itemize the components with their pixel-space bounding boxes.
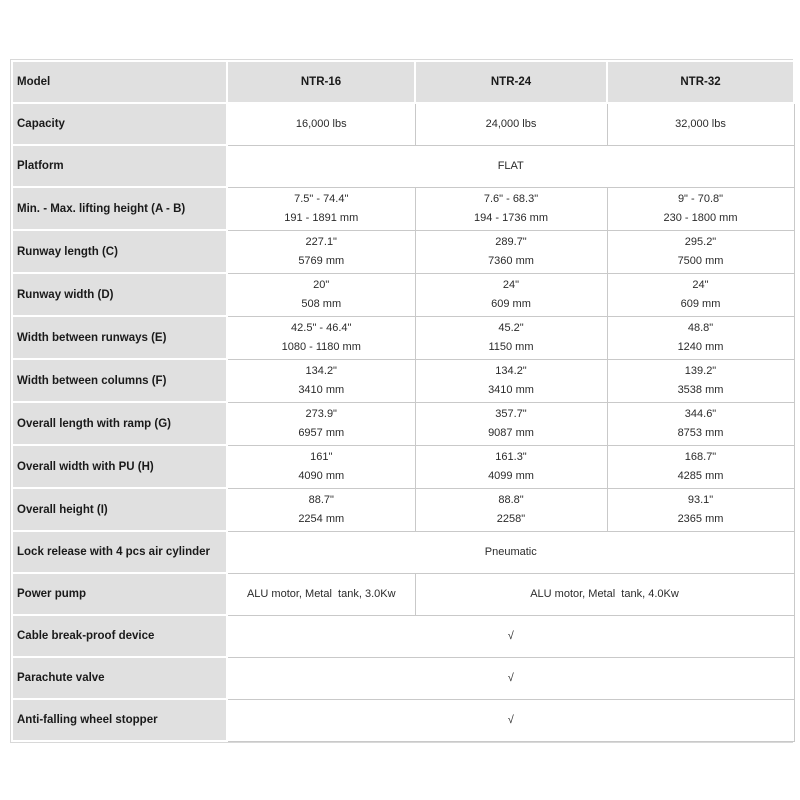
- value-line: 7.6" - 68.3": [483, 192, 539, 205]
- value-cell: [227, 615, 794, 657]
- table-row: [12, 402, 794, 445]
- table-row: [12, 145, 794, 187]
- header-column-ntr-16: NTR-16: [227, 61, 415, 103]
- value-cell: [607, 230, 794, 273]
- value-line: 7.5" - 74.4": [294, 192, 349, 205]
- spec-table: [11, 60, 795, 742]
- value-cell: [227, 402, 415, 445]
- value-line: 191 - 1891 mm: [284, 211, 359, 224]
- table-row: [12, 531, 794, 573]
- value-line: 4090 mm: [298, 469, 345, 482]
- table-row: [12, 103, 794, 145]
- value-line: 134.2": [495, 364, 527, 377]
- value-line: 16,000 lbs: [295, 117, 347, 130]
- table-row: [12, 273, 794, 316]
- table-row: [12, 488, 794, 531]
- value-cell: [415, 488, 607, 531]
- value-cell: [227, 316, 415, 359]
- table-row: [12, 445, 794, 488]
- value-line: 24": [502, 278, 520, 291]
- value-line: 45.2": [498, 321, 524, 334]
- value-line: ALU motor, Metal tank, 4.0Kw: [530, 587, 679, 600]
- value-line: 24": [692, 278, 709, 291]
- value-cell: [607, 187, 794, 230]
- table-row: [12, 187, 794, 230]
- value-cell: [227, 657, 794, 699]
- value-line: 227.1": [305, 235, 337, 248]
- value-cell: [227, 699, 794, 741]
- value-line: 6957 mm: [298, 426, 345, 439]
- table-row: [12, 615, 794, 657]
- value-line: 161.3": [495, 450, 527, 463]
- table-row: [12, 699, 794, 741]
- value-line: 230 - 1800 mm: [663, 211, 738, 224]
- value-cell: [227, 445, 415, 488]
- value-line: 48.8": [687, 321, 714, 334]
- value-line: 139.2": [684, 364, 717, 377]
- row-label: Overall length with ramp (G): [12, 402, 227, 445]
- value-cell: [227, 103, 415, 145]
- value-cell: [227, 273, 415, 316]
- value-line: √: [507, 713, 514, 726]
- value-line: 4285 mm: [677, 469, 724, 482]
- value-cell: [607, 273, 794, 316]
- value-line: 3538 mm: [677, 383, 724, 396]
- value-line: 194 - 1736 mm: [474, 211, 548, 224]
- row-label: Parachute valve: [12, 657, 227, 699]
- value-line: 88.7": [308, 493, 334, 506]
- value-line: 344.6": [684, 407, 717, 420]
- value-line: 161": [310, 450, 333, 463]
- row-label: Width between runways (E): [12, 316, 227, 359]
- value-cell: [415, 402, 607, 445]
- value-line: 88.8": [498, 493, 524, 506]
- value-line: 357.7": [495, 407, 527, 420]
- value-line: 1150 mm: [488, 340, 534, 353]
- value-line: 24,000 lbs: [485, 117, 537, 130]
- value-line: 7500 mm: [677, 254, 724, 267]
- value-cell: [607, 445, 794, 488]
- row-label: Lock release with 4 pcs air cylinder: [12, 531, 227, 573]
- value-line: 609 mm: [491, 297, 531, 310]
- value-line: 9087 mm: [488, 426, 534, 439]
- value-cell: [607, 103, 794, 145]
- value-cell: [607, 402, 794, 445]
- value-line: √: [507, 629, 514, 642]
- value-cell: [227, 359, 415, 402]
- value-line: 32,000 lbs: [675, 117, 726, 130]
- header-column-ntr-32: NTR-32: [607, 61, 794, 103]
- value-cell: [415, 445, 607, 488]
- table-header-row: [12, 61, 794, 103]
- value-cell: [227, 573, 415, 615]
- value-line: 168.7": [684, 450, 717, 463]
- table-row: [12, 359, 794, 402]
- header-model-label: Model: [12, 61, 227, 103]
- value-cell: [415, 316, 607, 359]
- value-cell: [415, 103, 607, 145]
- value-cell: [227, 488, 415, 531]
- value-cell: [227, 230, 415, 273]
- spec-table-body: [12, 103, 794, 741]
- row-label: Platform: [12, 145, 227, 187]
- value-line: 134.2": [305, 364, 337, 377]
- value-line: 2365 mm: [677, 512, 724, 525]
- value-line: 9" - 70.8": [677, 192, 724, 205]
- value-line: 609 mm: [680, 297, 721, 310]
- row-label: Width between columns (F): [12, 359, 227, 402]
- value-line: 7360 mm: [488, 254, 534, 267]
- value-line: 289.7": [495, 235, 527, 248]
- row-label: Anti-falling wheel stopper: [12, 699, 227, 741]
- value-cell: [227, 145, 794, 187]
- table-row: [12, 230, 794, 273]
- value-cell: [607, 488, 794, 531]
- value-line: 1080 - 1180 mm: [281, 340, 361, 353]
- value-cell: [607, 359, 794, 402]
- row-label: Runway width (D): [12, 273, 227, 316]
- value-line: 508 mm: [301, 297, 342, 310]
- value-cell: [607, 316, 794, 359]
- value-line: 8753 mm: [677, 426, 724, 439]
- value-line: Pneumatic: [484, 545, 537, 558]
- table-row: [12, 657, 794, 699]
- row-label: Overall width with PU (H): [12, 445, 227, 488]
- value-line: 93.1": [687, 493, 714, 506]
- row-label: Runway length (C): [12, 230, 227, 273]
- value-line: 42.5" - 46.4": [291, 321, 352, 334]
- row-label: Cable break-proof device: [12, 615, 227, 657]
- value-cell: [415, 573, 794, 615]
- value-line: 1240 mm: [677, 340, 724, 353]
- value-line: √: [507, 671, 514, 684]
- value-cell: [415, 359, 607, 402]
- row-label: Power pump: [12, 573, 227, 615]
- table-row: [12, 316, 794, 359]
- row-label: Min. - Max. lifting height (A - B): [12, 187, 227, 230]
- value-cell: [415, 187, 607, 230]
- value-line: FLAT: [497, 159, 524, 172]
- value-line: 2254 mm: [298, 512, 345, 525]
- value-cell: [415, 273, 607, 316]
- value-line: 273.9": [305, 407, 337, 420]
- table-row: [12, 573, 794, 615]
- value-line: 20": [313, 278, 330, 291]
- value-cell: [415, 230, 607, 273]
- value-line: ALU motor, Metal tank, 3.0Kw: [246, 587, 396, 600]
- header-column-ntr-24: NTR-24: [415, 61, 607, 103]
- value-line: 2258": [496, 512, 526, 525]
- row-label: Capacity: [12, 103, 227, 145]
- value-line: 3410 mm: [488, 383, 534, 396]
- value-line: 3410 mm: [298, 383, 345, 396]
- spec-table-container: [10, 59, 793, 743]
- value-line: 295.2": [684, 235, 717, 248]
- value-line: 5769 mm: [298, 254, 345, 267]
- row-label: Overall height (I): [12, 488, 227, 531]
- value-cell: [227, 531, 794, 573]
- value-line: 4099 mm: [488, 469, 534, 482]
- value-cell: [227, 187, 415, 230]
